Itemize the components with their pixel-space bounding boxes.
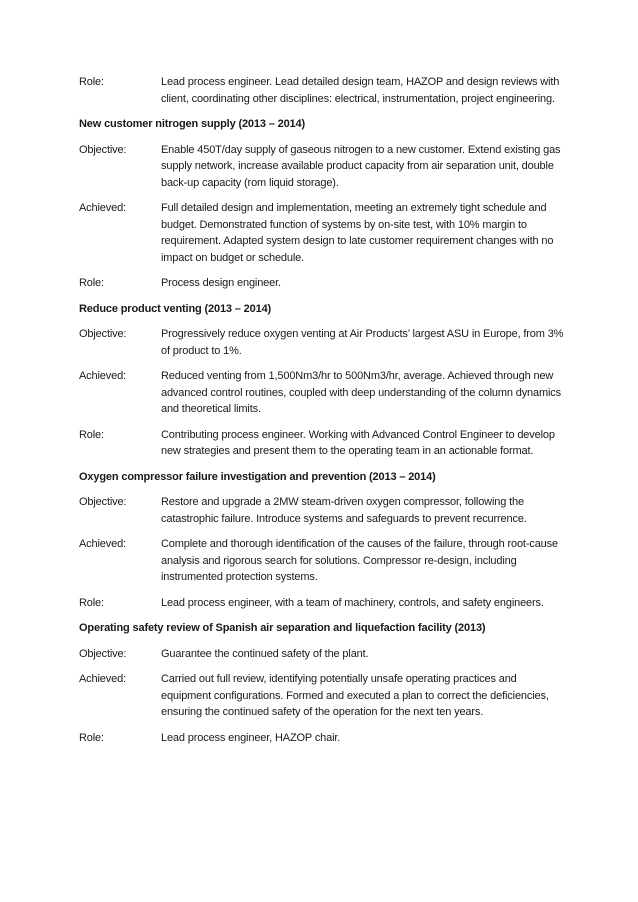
row-text: Lead process engineer. Lead detailed design team, HAZOP and design reviews with client, coordinating other disciplines: electrical, instrumentation, project engineering. xyxy=(161,76,560,105)
row-text: Complete and thorough identification of the causes of the failure, through root-cause analysis and rigorous search for solutions. Compressor re-design, including instrumented protection systems. xyxy=(161,538,558,583)
row-text: Restore and upgrade a 2MW steam-driven oxygen compressor, following the catastrophic failure. Introduce systems and safeguards to prevent recurrence. xyxy=(161,496,527,525)
row-label: Role: xyxy=(79,596,104,609)
row-label: Objective: xyxy=(79,647,127,660)
project-title: Operating safety review of Spanish air separation and liquefaction facility (2013) xyxy=(79,622,486,634)
achieved-row xyxy=(79,200,565,266)
row-label: Achieved: xyxy=(79,538,126,550)
row-label: Achieved: xyxy=(79,202,126,214)
row-text: Full detailed design and implementation, meeting an extremely tight schedule and budget. Demonstrated function of systems by on-site test, with 10% margin to requirement. Adapted system design to late customer requirement changes with no impact on budget or schedule. xyxy=(161,202,554,264)
row-label: Objective: xyxy=(79,143,127,156)
project-title: Oxygen compressor failure investigation and prevention (2013 – 2014) xyxy=(79,470,436,483)
objective-row xyxy=(79,142,565,192)
project-title: Reduce product venting (2013 – 2014) xyxy=(79,302,272,315)
row-label: Role: xyxy=(79,428,104,441)
row-text: Lead process engineer, HAZOP chair. xyxy=(161,731,341,744)
role-row xyxy=(79,730,565,747)
row-text: Contributing process engineer. Working with Advanced Control Engineer to develop new strategies and present them to the operating team in an actionable format. xyxy=(161,428,555,457)
intro-role-row xyxy=(79,74,565,107)
objective-row xyxy=(79,646,565,663)
project-title: New customer nitrogen supply (2013 – 2014) xyxy=(79,118,306,130)
row-label: Achieved: xyxy=(79,673,126,685)
achieved-row xyxy=(79,368,565,418)
objective-row xyxy=(79,494,565,527)
achieved-row xyxy=(79,671,565,721)
row-text: Process design engineer. xyxy=(161,277,281,289)
row-text: Enable 450T/day supply of gaseous nitrogen to a new customer. Extend existing gas supply network, increase available product capacity from air separation unit, double back-up capacity (rom liquid storage). xyxy=(161,143,561,189)
role-row xyxy=(79,275,565,292)
row-label: Objective: xyxy=(79,328,127,340)
objective-row xyxy=(79,326,565,359)
role-row xyxy=(79,595,565,612)
row-label: Role: xyxy=(79,76,104,88)
resume-page xyxy=(79,74,565,755)
row-text: Progressively reduce oxygen venting at Air Products’ largest ASU in Europe, from 3% of product to 1%. xyxy=(161,328,564,357)
row-label: Role: xyxy=(79,277,104,289)
project-section xyxy=(79,469,565,612)
row-text: Guarantee the continued safety of the plant. xyxy=(161,647,369,660)
project-section xyxy=(79,620,565,746)
row-text: Lead process engineer, with a team of machinery, controls, and safety engineers. xyxy=(161,596,544,609)
row-label: Achieved: xyxy=(79,370,126,382)
row-text: Reduced venting from 1,500Nm3/hr to 500Nm3/hr, average. Achieved through new advanced control routines, coupled with deep understanding of the column dynamics and theoretical limits. xyxy=(161,370,561,415)
project-section xyxy=(79,301,565,460)
project-section xyxy=(79,116,565,292)
role-row xyxy=(79,427,565,460)
achieved-row xyxy=(79,536,565,586)
row-label: Objective: xyxy=(79,496,127,508)
row-label: Role: xyxy=(79,731,104,744)
row-text: Carried out full review, identifying potentially unsafe operating practices and equipment configurations. Formed and executed a plan to correct the deficiencies, ensuring the continued safety of the operation for the next ten years. xyxy=(161,673,549,718)
